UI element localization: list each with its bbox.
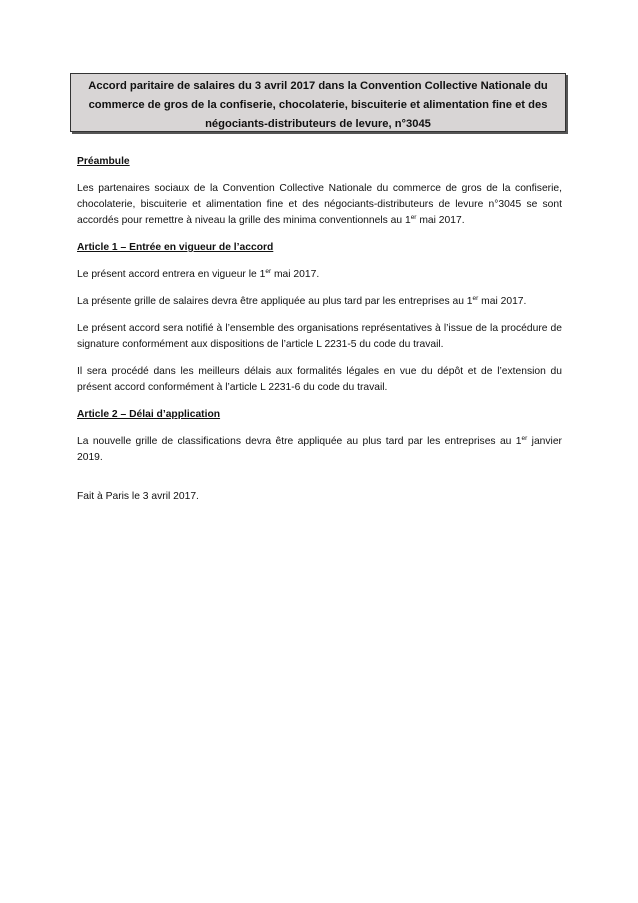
article1-paragraph-3: Le présent accord sera notifié à l’ensemble des organisations représentatives à l’issue de la procédure de signature conformément aux dispositions de l’article L 2231-5 du code du travail.: [77, 323, 562, 350]
article2-paragraph-1: [77, 434, 562, 466]
article2-p1-text: La nouvelle grille de classifications devra être appliquée au plus tard par les entreprises au 1: [77, 436, 522, 447]
preambule-paragraph: [77, 181, 562, 229]
article1-paragraph-4: Il sera procédé dans les meilleurs délais aux formalités légales en vue du dépôt et de l’extension du présent accord conformément à l’article L 2231-6 du code du travail.: [77, 366, 562, 393]
article1-p2-superscript: er: [472, 295, 479, 302]
article1-p1-superscript: er: [265, 268, 272, 275]
closing-line: Fait à Paris le 3 avril 2017.: [77, 491, 199, 502]
preambule-text: Les partenaires sociaux de la Convention Collective Nationale du commerce de gros de la confiserie, chocolaterie, biscuiterie et alimentation fine et des négociants-distributeurs de levure n°3045 se sont accordés pour remettre à niveau la grille des minima conventionnels au 1: [77, 183, 562, 226]
document-body: [77, 154, 562, 516]
article1-paragraph-1: [77, 267, 562, 283]
article2-p1-superscript: er: [521, 435, 528, 442]
article1-p2-text: La présente grille de salaires devra être appliquée au plus tard par les entreprises au 1: [77, 296, 473, 307]
article1-p1-text: Le présent accord entrera en vigueur le 1: [77, 269, 266, 280]
preambule-text-end: mai 2017.: [416, 215, 465, 226]
document-title-box: [70, 73, 566, 132]
article1-p2-text-end: mai 2017.: [478, 296, 527, 307]
article1-p1-text-end: mai 2017.: [271, 269, 320, 280]
article2-heading: Article 2 – Délai d’application: [77, 409, 221, 420]
document-title: Accord paritaire de salaires du 3 avril 2017 dans la Convention Collective Nationale du commerce de gros de la confiserie, chocolaterie, biscuiterie et alimentation fine et des négociants-distributeurs de levure, n°3045: [88, 80, 548, 130]
article1-paragraph-2: [77, 294, 562, 310]
preambule-superscript: er: [410, 214, 417, 221]
article2-p1-text-end: janvier 2019.: [77, 436, 562, 463]
preambule-heading: Préambule: [77, 156, 130, 167]
article1-heading: Article 1 – Entrée en vigueur de l’accord: [77, 242, 274, 253]
